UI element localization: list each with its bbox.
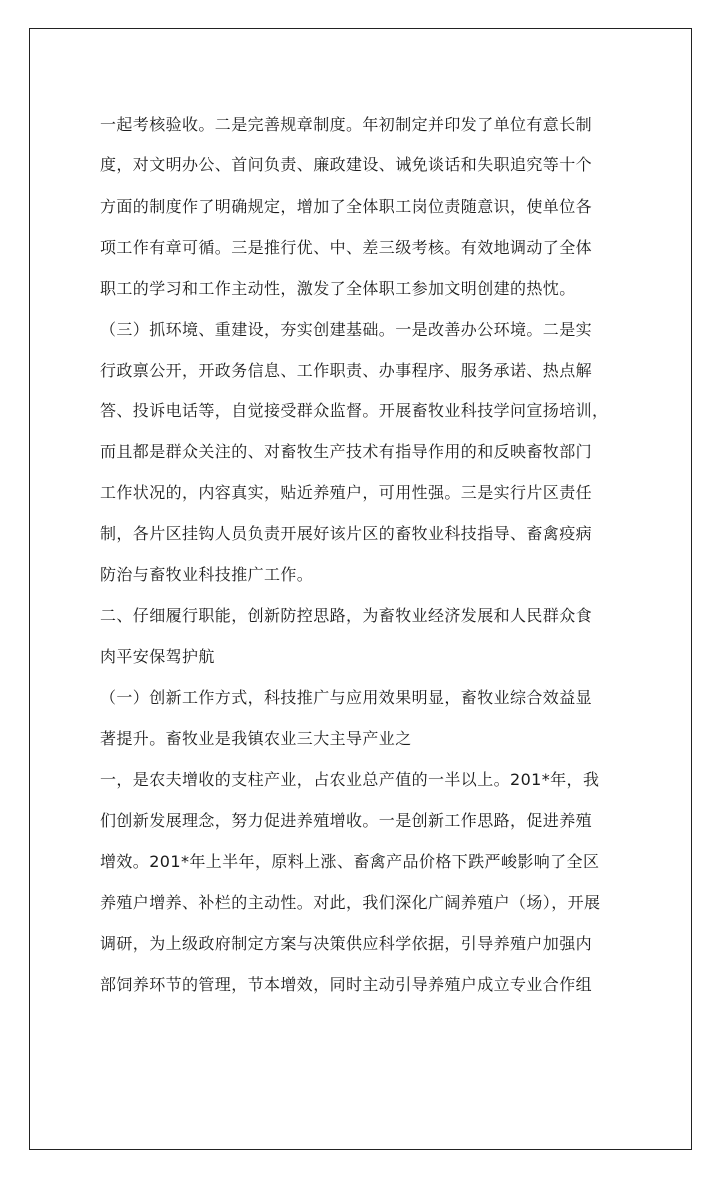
text-line: 部饲养环节的管理，节本增效，同时主动引导养殖户成立专业合作组 bbox=[100, 975, 593, 994]
text-line: 制，各片区挂钩人员负责开展好该片区的畜牧业科技指导、畜禽疫病 bbox=[100, 524, 593, 543]
text-line: 一起考核验收。二是完善规章制度。年初制定并印发了单位有意长制 bbox=[100, 115, 593, 134]
text-line: 行政禀公开，开政务信息、工作职责、办事程序、服务承诺、热点解 bbox=[100, 361, 593, 380]
text-line: 肉平安保驾护航 bbox=[100, 647, 215, 666]
text-line: 项工作有章可循。三是推行优、中、差三级考核。有效地调动了全体 bbox=[100, 238, 593, 257]
text-line: 答、投诉电话等，自觉接受群众监督。开展畜牧业科技学问宣扬培训， bbox=[100, 401, 609, 420]
text-line: 度，对文明办公、首问负责、廉政建设、诫免谈话和失职追究等十个 bbox=[100, 155, 593, 174]
text-line: 防治与畜牧业科技推广工作。 bbox=[100, 565, 314, 584]
text-line: 工作状况的，内容真实，贴近养殖户，可用性强。三是实行片区责任 bbox=[100, 483, 593, 502]
text-line: 二、仔细履行职能，创新防控思路，为畜牧业经济发展和人民群众食 bbox=[100, 606, 593, 625]
text-line: 一，是农夫增收的支柱产业，占农业总产值的一半以上。201*年，我 bbox=[100, 770, 600, 789]
text-line: （一）创新工作方式，科技推广与应用效果明显，畜牧业综合效益显 bbox=[100, 688, 593, 707]
text-line: 调研，为上级政府制定方案与决策供应科学依据，引导养殖户加强内 bbox=[100, 934, 593, 953]
text-line: 而且都是群众关注的、对畜牧生产技术有指导作用的和反映畜牧部门 bbox=[100, 442, 593, 461]
text-line: 增效。201*年上半年，原料上涨、畜禽产品价格下跌严峻影响了全区 bbox=[100, 852, 600, 871]
text-line: 们创新发展理念，努力促进养殖增收。一是创新工作思路，促进养殖 bbox=[100, 811, 593, 830]
text-line: 方面的制度作了明确规定，增加了全体职工岗位责随意识，使单位各 bbox=[100, 197, 593, 216]
text-line: （三）抓环境、重建设，夯实创建基础。一是改善办公环境。二是实 bbox=[100, 320, 593, 339]
text-line: 职工的学习和工作主动性，激发了全体职工参加文明创建的热忱。 bbox=[100, 279, 576, 298]
text-line: 著提升。畜牧业是我镇农业三大主导产业之 bbox=[100, 729, 412, 748]
text-line: 养殖户增养、补栏的主动性。对此，我们深化广阔养殖户（场），开展 bbox=[100, 893, 601, 912]
